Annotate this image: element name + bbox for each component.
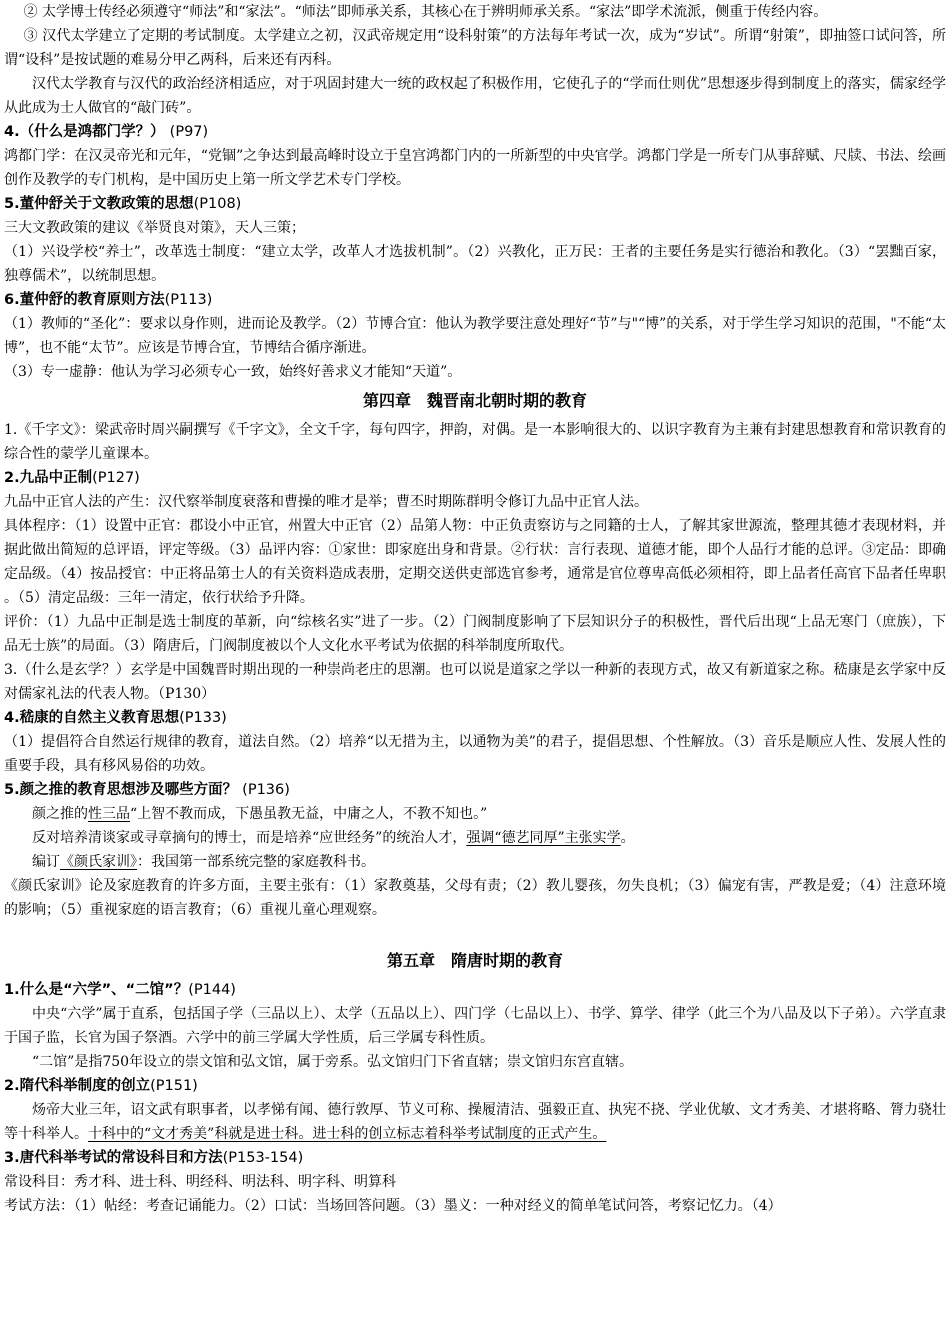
text-segment: 。 — [620, 830, 635, 846]
paragraph-yan-jiaxun — [4, 850, 946, 874]
paragraph-dong-principles-1: （1）教师的“圣化”：要求以身作则，进而论及教学。（2）节博合宜：他认为教学要注意处理好“节”与"“博”的关系，对于学生学习知识的范围，"不能“太博”，也不能“太节”。应该是节博合宜，节博结合循序渐进。 — [4, 316, 946, 356]
paragraph-jiupin-procedure: 具体程序：（1）设置中正官：郡设小中正官，州置大中正官（2）品第人物：中正负责察访与之同籍的士人，了解其家世源流，整理其德才表现材料，并据此做出简短的总评语，评定等级。（3）品评内容：①家世：即家庭出身和背景。②行状：言行表现、道德才能，即个人品行才能的总评。③定品：即确定品级。（4）按品授官：中正将品第士人的有关资料造成表册，定期交送供吏部选官参考，通常是官位尊卑高低必须相符，即上品者任高官下品者任卑职。（5）清定品级：三年一清定，依行状给予升降。 — [4, 518, 946, 606]
heading-text: 2.九品中正制 — [4, 470, 93, 486]
paragraph-jikang: （1）提倡符合自然运行规律的教育，道法自然。（2）培养“以无措为主，以通物为美”的君子，提倡思想、个性解放。（3）音乐是顺应人性、发展人性的重要手段，具有移风易俗的功效。 — [4, 734, 946, 774]
text-segment: 炀帝大业三年，诏文武有职事者，以孝悌有闻、德行敦厚、节义可称、操履清洁、强毅正直、执宪不挠、学业优敏、文才秀美、才堪将略、膂力骁壮等十科举人。 — [4, 1102, 946, 1142]
text-segment: 颜之推的 — [32, 806, 88, 822]
page-ref: (P144) — [188, 982, 236, 998]
paragraph-dong-policy-2: （1）兴设学校“养士”，改革选士制度：“建立太学，改革人才选拔机制”。（2）兴教化，正万民：王者的主要任务是实行德治和教化。（3）“罢黜百家，独尊儒术”，以统制思想。 — [4, 244, 946, 284]
page-ref: (P108) — [193, 196, 242, 212]
paragraph-hongdumen: 鸿都门学：在汉灵帝光和元年，“党锢”之争达到最高峰时设立于皇宫鸿都门内的一所新型的中央官学。鸿都门学是一所专门从事辞赋、尺牍、书法、绘画创作及教学的专门机构，是中国历史上第一所文学艺术专门学校。 — [4, 148, 946, 188]
document-page — [4, 0, 946, 1218]
text-segment: 编订 — [32, 854, 60, 870]
heading-text: 6.董仲舒的教育原则方法 — [4, 292, 165, 308]
page-ref: (P133) — [179, 710, 227, 726]
heading-dong-policy — [4, 192, 946, 216]
page-ref: (P153-154) — [222, 1150, 304, 1166]
heading-dong-principles — [4, 288, 946, 312]
chapter-title-5: 第五章 隋唐时期的教育 — [386, 951, 563, 970]
paragraph-dong-policy-1: 三大文教政策的建议《举贤良对策》，天人三策； — [4, 220, 305, 236]
paragraph-shifa-jiafa: ② 太学博士传经必须遵守“师法”和“家法”。“师法”即师承关系，其核心在于辨明师承关系。“家法”即学术流派，侧重于传经内容。 — [23, 4, 828, 20]
paragraph-yan-shixue — [4, 826, 946, 850]
page-ref: (P113) — [164, 292, 213, 308]
underlined-term: 性三品 — [88, 806, 130, 822]
paragraph-jiupin-origin: 九品中正官人法的产生：汉代察举制度衰落和曹操的唯才是举；曹丕时期陈群明令修订九品中正官人法。 — [4, 494, 648, 510]
heading-text: 3.唐代科举考试的常设科目和方法 — [4, 1150, 223, 1166]
heading-liuxue-erguan — [4, 978, 946, 1002]
heading-text: 4.嵇康的自然主义教育思想 — [4, 710, 180, 726]
text-segment: ：我国第一部系统完整的家庭教科书。 — [137, 854, 375, 870]
paragraph-yan-sanpin — [4, 802, 946, 826]
heading-text: 4.（什么是鸿都门学？） — [4, 124, 165, 140]
heading-jiupin — [4, 466, 946, 490]
page-ref: (P136) — [242, 782, 290, 798]
paragraph-tang-methods: 考试方法：（1）帖经：考查记诵能力。（2）口试：当场回答问题。（3）墨义：一种对经义的简单笔试问答，考察记忆力。（4） — [4, 1198, 782, 1214]
chapter-title-4: 第四章 魏晋南北朝时期的教育 — [362, 391, 587, 410]
heading-jikang — [4, 706, 946, 730]
heading-text: 5.董仲舒关于文教政策的思想 — [4, 196, 194, 212]
paragraph-dong-principles-2: （3）专一虚静：他认为学习必须专心一致，始终好善求义才能知“天道”。 — [4, 364, 462, 380]
paragraph-xuanxue: 3.（什么是玄学？）玄学是中国魏晋时期出现的一种崇尚老庄的思潮。也可以说是道家之学以一种新的表现方式，故又有新道家之称。嵇康是玄学家中反对儒家礼法的代表人物。（P130） — [4, 662, 946, 702]
text-segment: 反对培养清谈家或寻章摘句的博士，而是培养“应世经务”的统治人才， — [32, 830, 467, 846]
underlined-term: 十科中的“文才秀美”科就是进士科。进士科的创立标志着科举考试制度的正式产生。 — [88, 1126, 607, 1142]
paragraph-erguan: “二馆”是指750年设立的崇文馆和弘文馆，属于旁系。弘文馆归门下省直辖；崇文馆归东宫直辖。 — [32, 1054, 634, 1070]
paragraph-liuxue: 中央“六学”属于直系，包括国子学（三品以上）、太学（五品以上）、四门学（七品以上）、书学、算学、律学（此三个为八品及以下子弟）。六学直隶于国子监，长官为国子祭酒。六学中的前三学属大学性质，后三学属专科性质。 — [4, 1006, 946, 1046]
page-ref: (P151) — [150, 1078, 198, 1094]
paragraph-jiupin-evaluation: 评价：（1）九品中正制是选士制度的革新，向“综核名实”进了一步。（2）门阀制度影响了下层知识分子的积极性，晋代后出现“上品无寒门（庶族），下品无士族”的局面。（3）隋唐后，门阀制度被以个人文化水平考试为依据的科举制度所取代。 — [4, 614, 946, 654]
underlined-term: 强调“德艺同厚”主张实学 — [466, 830, 621, 846]
heading-hongdumen — [4, 120, 946, 144]
heading-text: 2.隋代科举制度的创立 — [4, 1078, 151, 1094]
paragraph-tang-subjects: 常设科目：秀才科、进士科、明经科、明法科、明字科、明算科 — [4, 1174, 396, 1190]
paragraph-taixue-summary: 汉代太学教育与汉代的政治经济相适应，对于巩固封建大一统的政权起了积极作用，它使孔子的“学而仕则优”思想逐步得到制度上的落实，儒家经学从此成为士人做官的“敲门砖”。 — [4, 76, 946, 116]
paragraph-qianziwen: 1.《千字文》：梁武帝时周兴嗣撰写《千字文》，全文千字，每句四字，押韵，对偶。是一本影响很大的、以识字教育为主兼有封建思想教育和常识教育的综合性的蒙学儿童课本。 — [4, 422, 946, 462]
underlined-term: 《颜氏家训》 — [60, 854, 137, 870]
section-gap — [4, 922, 946, 944]
paragraph-sui-keju — [4, 1098, 946, 1146]
paragraph-taixue-exam: ③ 汉代太学建立了定期的考试制度。太学建立之初，汉武帝规定用“设科射策”的方法每年考试一次，成为“岁试”。所谓“射策”，即抽签口试问答，所谓“设科”是按试题的难易分甲乙两科，后来还有丙科。 — [4, 28, 946, 68]
page-ref: (P127) — [92, 470, 140, 486]
heading-tang-keju — [4, 1146, 946, 1170]
paragraph-yan-jiaxun-detail: 《颜氏家训》论及家庭教育的许多方面，主要主张有：（1）家教奠基，父母有责；（2）教儿婴孩，勿失良机；（3）偏宠有害，严教是爱；（4）注意环境的影响；（5）重视家庭的语言教育；（6）重视儿童心理观察。 — [4, 878, 946, 918]
heading-text: 5.颜之推的教育思想涉及哪些方面？ — [4, 782, 238, 798]
heading-yanzhitui — [4, 778, 946, 802]
heading-text: 1.什么是“六学”、“二馆”？ — [4, 982, 189, 998]
text-segment: “上智不教而成，下愚虽教无益，中庸之人，不教不知也。” — [130, 806, 488, 822]
heading-sui-keju — [4, 1074, 946, 1098]
page-ref: (P97) — [169, 124, 209, 140]
